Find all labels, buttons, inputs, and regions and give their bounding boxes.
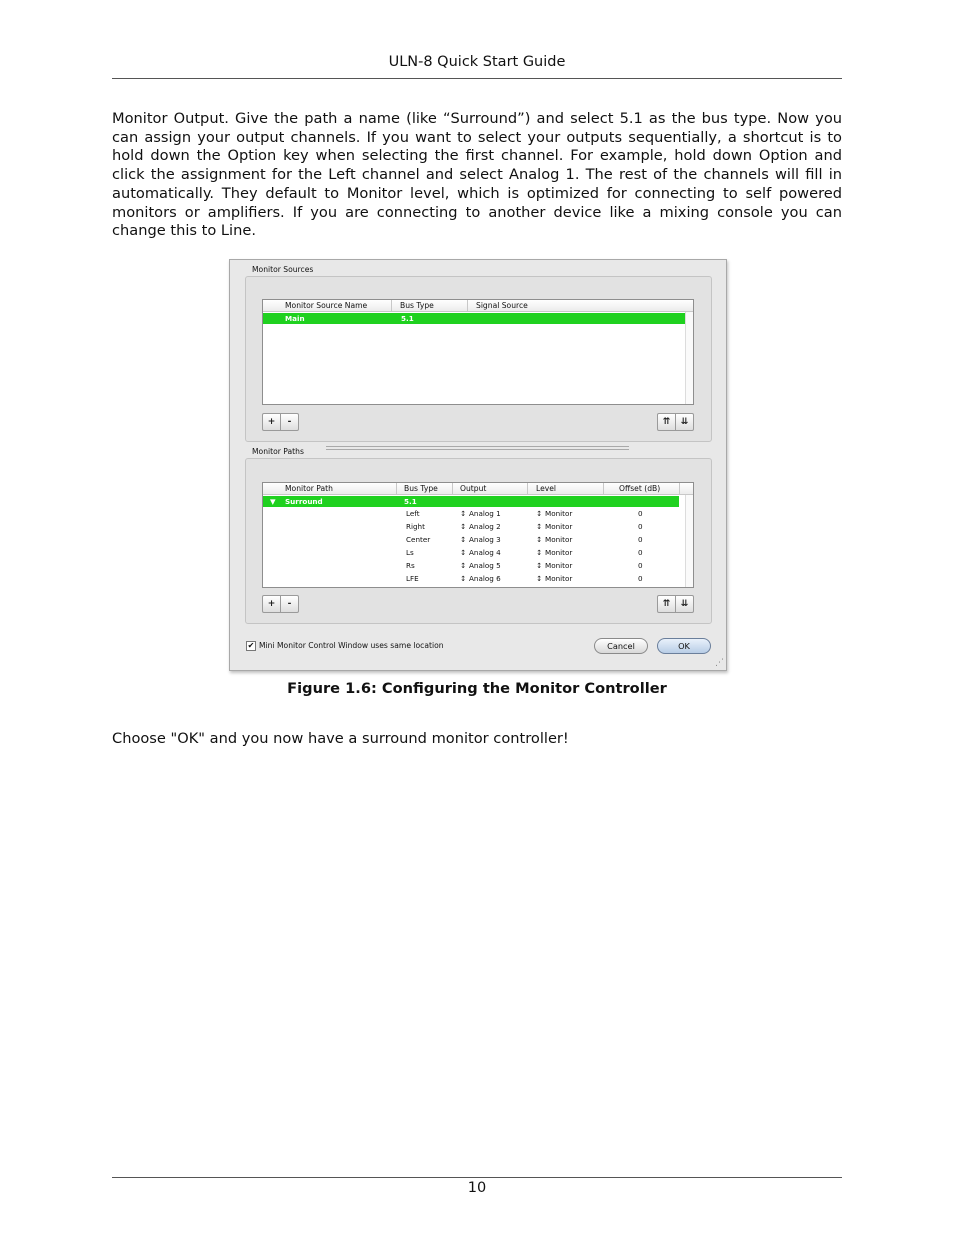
page-number: 10 xyxy=(467,1180,487,1196)
mini-window-checkbox-label[interactable]: Mini Monitor Control Window uses same location xyxy=(259,641,444,650)
monitor-paths-group xyxy=(245,458,712,624)
output-select[interactable]: Analog 6 xyxy=(469,574,501,583)
monitor-sources-group xyxy=(245,276,712,442)
channel-name: Right xyxy=(406,522,425,531)
level-stepper-icon[interactable]: ↕ xyxy=(536,522,543,531)
closing-paragraph: Choose "OK" and you now have a surround monitor controller! xyxy=(112,730,569,747)
column-header[interactable]: Output xyxy=(460,484,487,493)
channel-name: LFE xyxy=(406,574,419,583)
level-stepper-icon[interactable]: ↕ xyxy=(536,574,543,583)
disclosure-triangle-icon[interactable]: ▼ xyxy=(270,497,276,506)
table-row[interactable] xyxy=(263,548,679,559)
table-row[interactable] xyxy=(263,535,679,546)
scrollbar[interactable] xyxy=(685,312,693,404)
bus-type-cell: 5.1 xyxy=(404,497,417,506)
column-separator xyxy=(603,483,604,494)
move-down-icon[interactable]: ⇊ xyxy=(675,596,693,612)
column-separator xyxy=(679,483,680,494)
column-header[interactable]: Monitor Path xyxy=(285,484,333,493)
table-row[interactable] xyxy=(263,574,679,585)
level-stepper-icon[interactable]: ↕ xyxy=(536,535,543,544)
remove-path-button[interactable]: - xyxy=(280,596,298,612)
level-select[interactable]: Monitor xyxy=(545,561,573,570)
column-separator xyxy=(396,483,397,494)
column-header[interactable]: Signal Source xyxy=(476,301,528,310)
splitter-line[interactable] xyxy=(326,449,629,450)
level-stepper-icon[interactable]: ↕ xyxy=(536,548,543,557)
move-down-icon[interactable]: ⇊ xyxy=(675,414,693,430)
table-row[interactable] xyxy=(263,509,679,520)
figure-caption: Figure 1.6: Configuring the Monitor Controller xyxy=(287,680,667,697)
move-up-icon[interactable]: ⇈ xyxy=(662,599,671,609)
output-select[interactable]: Analog 2 xyxy=(469,522,501,531)
column-header[interactable]: Level xyxy=(536,484,557,493)
output-stepper-icon[interactable]: ↕ xyxy=(460,522,467,531)
table-row[interactable] xyxy=(263,496,679,507)
offset-field[interactable]: 0 xyxy=(638,574,643,583)
header-rule xyxy=(112,78,842,79)
page-header: ULN-8 Quick Start Guide xyxy=(388,54,566,70)
level-select[interactable]: Monitor xyxy=(545,535,573,544)
output-stepper-icon[interactable]: ↕ xyxy=(460,535,467,544)
output-select[interactable]: Analog 5 xyxy=(469,561,501,570)
column-separator xyxy=(527,483,528,494)
column-separator xyxy=(391,300,392,311)
channel-name: Rs xyxy=(406,561,415,570)
output-stepper-icon[interactable]: ↕ xyxy=(460,561,467,570)
source-reorder-buttons xyxy=(657,413,694,431)
offset-field[interactable]: 0 xyxy=(638,561,643,570)
monitor-controller-dialog xyxy=(229,259,727,671)
output-select[interactable]: Analog 3 xyxy=(469,535,501,544)
monitor-paths-label: Monitor Paths xyxy=(252,447,304,456)
source-add-remove-buttons xyxy=(262,413,299,431)
monitor-sources-table[interactable] xyxy=(262,299,694,405)
ok-button[interactable]: OK xyxy=(657,638,711,654)
add-path-button[interactable]: + xyxy=(267,599,276,609)
path-reorder-buttons xyxy=(657,595,694,613)
level-select[interactable]: Monitor xyxy=(545,548,573,557)
column-separator xyxy=(467,300,468,311)
channel-name: Ls xyxy=(406,548,414,557)
column-header[interactable]: Bus Type xyxy=(404,484,438,493)
table-row[interactable] xyxy=(263,522,679,533)
mini-window-checkbox[interactable]: ✔ xyxy=(247,641,255,650)
offset-field[interactable]: 0 xyxy=(638,548,643,557)
monitor-paths-table[interactable] xyxy=(262,482,694,588)
column-header[interactable]: Monitor Source Name xyxy=(285,301,368,310)
offset-field[interactable]: 0 xyxy=(638,509,643,518)
path-add-remove-buttons xyxy=(262,595,299,613)
add-source-button[interactable]: + xyxy=(267,417,276,427)
splitter-line[interactable] xyxy=(326,446,629,447)
output-select[interactable]: Analog 4 xyxy=(469,548,501,557)
output-stepper-icon[interactable]: ↕ xyxy=(460,509,467,518)
remove-source-button[interactable]: - xyxy=(280,414,298,430)
resize-grip-icon[interactable]: ⋰ xyxy=(715,658,724,668)
table-row[interactable] xyxy=(263,561,679,572)
offset-field[interactable]: 0 xyxy=(638,535,643,544)
column-header[interactable]: Offset (dB) xyxy=(619,484,661,493)
level-select[interactable]: Monitor xyxy=(545,509,573,518)
scrollbar[interactable] xyxy=(685,495,693,587)
channel-name: Left xyxy=(406,509,420,518)
source-name-cell: Main xyxy=(285,314,305,323)
monitor-sources-label: Monitor Sources xyxy=(252,265,314,274)
cancel-button[interactable]: Cancel xyxy=(594,638,648,654)
bus-type-cell: 5.1 xyxy=(401,314,414,323)
table-header xyxy=(263,483,693,495)
move-up-icon[interactable]: ⇈ xyxy=(662,417,671,427)
footer-rule xyxy=(112,1177,842,1178)
table-header xyxy=(263,300,693,312)
offset-field[interactable]: 0 xyxy=(638,522,643,531)
level-stepper-icon[interactable]: ↕ xyxy=(536,509,543,518)
output-select[interactable]: Analog 1 xyxy=(469,509,501,518)
path-name-cell: Surround xyxy=(285,497,323,506)
level-stepper-icon[interactable]: ↕ xyxy=(536,561,543,570)
output-stepper-icon[interactable]: ↕ xyxy=(460,548,467,557)
level-select[interactable]: Monitor xyxy=(545,574,573,583)
column-header[interactable]: Bus Type xyxy=(400,301,434,310)
channel-name: Center xyxy=(406,535,431,544)
intro-paragraph: Monitor Output. Give the path a name (like “Surround”) and select 5.1 as the bus type. Now you can assign your output channels. If you want to select your outputs sequentially, a shortcut is to hold down the Option key when selecting the first channel. For example, hold down Option and click the assignment for the Left channel and select Analog 1. The rest of the channels will fill in automatically. They default to Monitor level, which is optimized for connecting to self powered monitors or amplifiers. If you are connecting to another device like a mixing console you can change this to Line. xyxy=(112,110,842,240)
level-select[interactable]: Monitor xyxy=(545,522,573,531)
output-stepper-icon[interactable]: ↕ xyxy=(460,574,467,583)
column-separator xyxy=(452,483,453,494)
table-row[interactable] xyxy=(263,313,685,324)
